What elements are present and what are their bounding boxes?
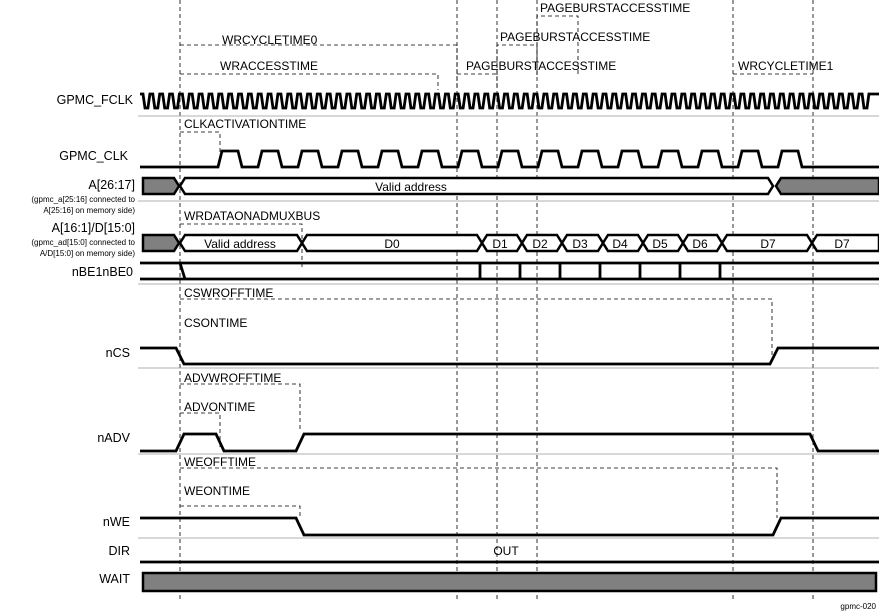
label-addr-hi: A[26:17] bbox=[88, 178, 135, 192]
label-gpmc-clk: GPMC_CLK bbox=[59, 149, 128, 163]
label-dir: DIR bbox=[108, 544, 130, 558]
label-ad-bus: A[16:1]/D[15:0] bbox=[51, 221, 135, 235]
bus-invalid-segment bbox=[776, 178, 879, 194]
addr-hi-bus bbox=[143, 178, 879, 194]
label-gpmc-fclk: GPMC_FCLK bbox=[56, 93, 133, 107]
ncs-waveform bbox=[140, 348, 879, 364]
guide-lines bbox=[180, 0, 813, 600]
label-advwrofftime: ADVWROFFTIME bbox=[184, 371, 282, 385]
label-data-d6: D6 bbox=[692, 237, 708, 251]
label-nwe: nWE bbox=[102, 515, 130, 529]
weontime-bracket bbox=[180, 506, 300, 518]
wraccesstime-bracket bbox=[180, 74, 438, 90]
label-csontime: CSONTIME bbox=[184, 316, 248, 330]
weofftime-bracket bbox=[180, 468, 777, 518]
label-advontime: ADVONTIME bbox=[184, 400, 256, 414]
label-addr-valid: Valid address bbox=[375, 180, 447, 194]
label-pageburst1: PAGEBURSTACCESSTIME bbox=[466, 59, 617, 73]
label-wait: WAIT bbox=[99, 572, 130, 586]
label-nbe: nBE1nBE0 bbox=[71, 265, 133, 279]
label-data-d7-last: D7 bbox=[834, 237, 850, 251]
label-data-d3: D3 bbox=[572, 237, 588, 251]
label-wraccesstime: WRACCESSTIME bbox=[220, 59, 319, 73]
label-wrcycletime0: WRCYCLETIME0 bbox=[222, 33, 318, 47]
label-data-d7: D7 bbox=[760, 237, 776, 251]
pageburst1-bracket bbox=[457, 74, 497, 90]
wait-waveform bbox=[143, 573, 876, 591]
note-addr-hi-2: A[25:16] on memory side) bbox=[43, 206, 135, 215]
bus-invalid-segment bbox=[143, 235, 179, 251]
figure-id: gpmc-020 bbox=[840, 602, 876, 611]
label-data-d5: D5 bbox=[652, 237, 668, 251]
label-wrdataonadmuxbus: WRDATAONADMUXBUS bbox=[184, 209, 321, 223]
label-data-d4: D4 bbox=[612, 237, 628, 251]
bus-invalid-segment bbox=[143, 178, 179, 194]
bus-valid-segment bbox=[180, 178, 773, 194]
label-ncs: nCS bbox=[105, 346, 130, 360]
note-ad-2: A/D[15:0] on memory side) bbox=[39, 249, 135, 258]
gpmc-fclk-trace bbox=[140, 94, 879, 108]
label-data-d1: D1 bbox=[492, 237, 508, 251]
nbe-waveform bbox=[140, 263, 879, 279]
label-data-d0: D0 bbox=[384, 237, 400, 251]
label-pageburst3: PAGEBURSTACCESSTIME bbox=[540, 1, 691, 15]
clkactivation-bracket bbox=[180, 132, 220, 152]
label-clkactivationtime: CLKACTIVATIONTIME bbox=[184, 117, 307, 131]
gpmc-clk-trace bbox=[140, 151, 879, 167]
label-nadv: nADV bbox=[97, 431, 130, 445]
signal-labels bbox=[31, 93, 135, 586]
label-pageburst2: PAGEBURSTACCESSTIME bbox=[500, 30, 651, 44]
note-addr-hi-1: (gpmc_a[25:16] connected to bbox=[31, 195, 135, 204]
note-ad-1: (gpmc_ad[15:0] connected to bbox=[31, 238, 135, 247]
nwe-waveform bbox=[140, 518, 879, 535]
label-ad-valid: Valid address bbox=[204, 237, 276, 251]
nadv-waveform bbox=[140, 434, 879, 451]
label-weofftime: WEOFFTIME bbox=[184, 455, 256, 469]
advontime-bracket bbox=[180, 413, 220, 450]
gpmc-clk-waveform bbox=[140, 151, 879, 167]
dir-value: OUT bbox=[493, 544, 519, 558]
gpmc-fclk-waveform bbox=[140, 94, 879, 108]
timing-brackets bbox=[180, 16, 813, 518]
cswrofftime-bracket bbox=[180, 299, 772, 362]
label-cswrofftime: CSWROFFTIME bbox=[184, 286, 274, 300]
label-wrcycletime1: WRCYCLETIME1 bbox=[738, 59, 834, 73]
label-weontime: WEONTIME bbox=[184, 484, 250, 498]
label-data-d2: D2 bbox=[532, 237, 548, 251]
